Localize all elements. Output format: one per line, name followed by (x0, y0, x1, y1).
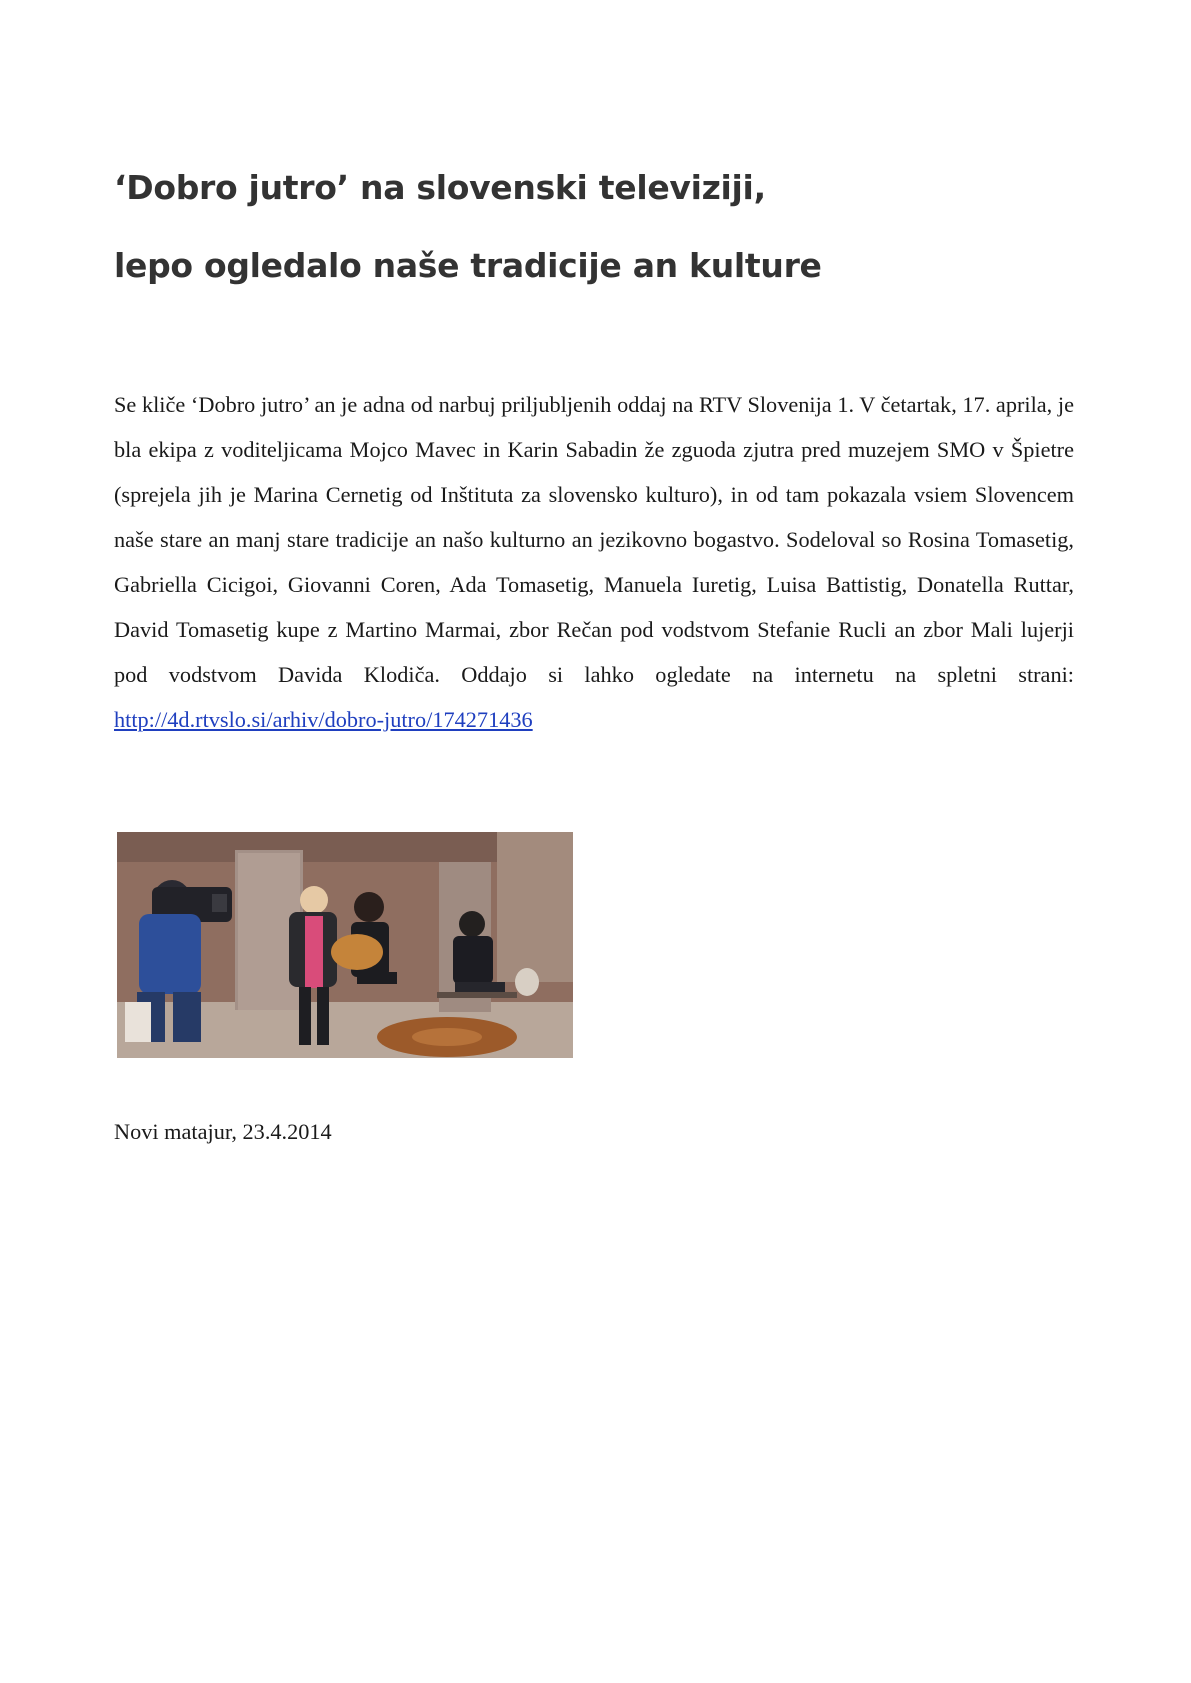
article-photo (117, 832, 573, 1058)
article-body (114, 382, 1074, 742)
article-signature: Novi matajur, 23.4.2014 (114, 1119, 332, 1144)
article-link[interactable]: http://4d.rtvslo.si/arhiv/dobro-jutro/174271436 (114, 707, 533, 732)
article-title-line-2: lepo ogledalo naše tradicije an kulture (114, 246, 822, 285)
article-body-text: Se kliče ‘Dobro jutro’ an je adna od narbuj priljubljenih oddaj na RTV Slovenija 1. V četartak, 17. aprila, je bla ekipa z voditeljicama Mojco Mavec in Karin Sabadin že zguoda zjutra pred muzejem SMO v Špietre (sprejela jih je Marina Cernetig od Inštituta za slovensko kulturo), in od tam pokazala vsiem Slovencem naše stare an manj stare tradicije an našo kulturno an jezikovno bogastvo. Sodeloval so Rosina Tomasetig, Gabriella Cicigoi, Giovanni Coren, Ada Tomasetig, Manuela Iuretig, Luisa Battistig, Donatella Ruttar, David Tomasetig kupe z Martino Marmai, zbor Rečan pod vodstvom Stefanie Rucli an zbor Mali lujerji pod vodstvom Davida Klodiča. Oddajo si lahko ogledate na internetu na spletni strani: (114, 392, 1074, 687)
article-title-line-1: ‘Dobro jutro’ na slovenski televiziji, (114, 168, 766, 207)
